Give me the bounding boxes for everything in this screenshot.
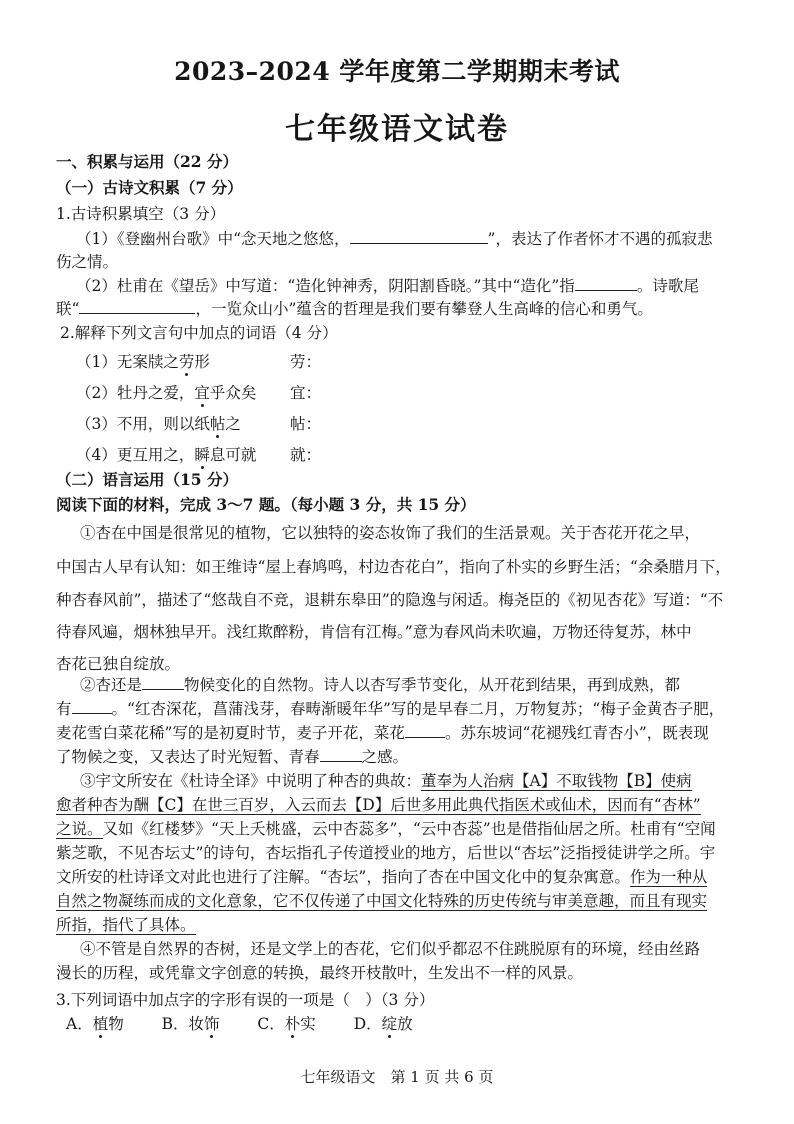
q2-item: （1）无案牍之劳形 劳：: [76, 353, 322, 371]
subsection-heading: （一）古诗文积累（7 分）: [56, 178, 243, 197]
q2-item: （3）不用，则以纸帖之 帖：: [76, 415, 322, 433]
paragraph-line: ③宇文所安在《杜诗全译》中说明了种杏的典故：董奉为人治病【A】不取钱物【B】使病: [80, 772, 692, 790]
q2-item: （4）更互用之，瞬息可就 就：: [76, 446, 322, 464]
paragraph-line: 有 。“红杏深花，菖蒲浅芽，春畴渐暖年华”写的是早春二月，万物复苏；“梅子金黄杏子肥，: [56, 700, 725, 718]
subsection-heading: （二）语言运用（15 分）: [56, 470, 238, 489]
answer-blank[interactable]: [320, 747, 362, 762]
option-a[interactable]: A．植物: [66, 1015, 124, 1033]
option-d[interactable]: D．绽放: [353, 1015, 413, 1033]
paragraph-line: ②杏还是 物候变化的自然物。诗人以杏写季节变化，从开花到结果，再到成熟，都: [80, 676, 681, 694]
answer-blank[interactable]: [79, 299, 195, 314]
option-c[interactable]: C．朴实: [257, 1015, 316, 1033]
paragraph-line: 之说。又如《红楼梦》“天上夭桃盛，云中杏蕊多”，“云中杏蕊”也是借指仙居之所。杜甫有“空闻: [56, 820, 716, 838]
paragraph-line: [56, 915, 196, 935]
question-3-options: [66, 1014, 413, 1034]
question-1-title: 1.古诗积累填空（3 分）: [56, 205, 226, 223]
option-b[interactable]: B．妆饰: [161, 1015, 220, 1033]
paragraph-line: ①杏在中国是很常见的植物，它以独特的姿态妆饰了我们的生活景观。关于杏花开花之早，: [80, 524, 701, 542]
underlined-passage: 董奉为人治病【A】不取钱物【B】使病: [421, 772, 692, 790]
reading-instruction: 阅读下面的材料，完成 3～7 题。（每小题 3 分，共 15 分）: [56, 495, 476, 514]
underlined-passage: 之说。: [56, 820, 103, 838]
answer-blank[interactable]: [142, 675, 184, 690]
q2-item: （2）牡丹之爱，宜乎众矣 宜：: [76, 384, 322, 402]
paragraph-line: 麦花雪白菜花稀”写的是初夏时节，麦子开花，菜花 。苏东坡词“花褪残红青杏小”，既表现: [56, 724, 709, 742]
paragraph-line: 文所安的杜诗译文对此也进行了注解。“杏坛”，指向了杏在中国文化中的复杂寓意。作为一种从: [56, 868, 708, 886]
paragraph-line: 紫芝歌，不见杏坛丈”的诗句，杏坛指孔子传道授业的地方，后世以“杏坛”泛指授徒讲学之所。宇: [56, 844, 716, 862]
paragraph-line: [56, 891, 707, 911]
question-3-title: 3.下列词语中加点字的字形有误的一项是（ ）（3 分）: [56, 991, 435, 1009]
answer-blank[interactable]: [575, 276, 637, 291]
paragraph-line: 种杏春风前”，描述了“悠哉自不竞，退耕东皋田”的隐逸与闲适。梅尧臣的《初见杏花》写道：“不: [56, 591, 724, 609]
answer-blank[interactable]: [405, 723, 445, 738]
underlined-passage: 愈者种杏为酬【C】在世三百岁，入云而去【D】后世多用此典代指医术或仙术，因而有“杏林”: [56, 796, 701, 814]
exam-subtitle: 七年级语文试卷: [285, 112, 509, 147]
paragraph-line: 中国古人早有认知：如王维诗“屋上春鸠鸣，村边杏花白”，指向了朴实的乡野生活；“余桑腊月下，: [56, 558, 731, 576]
paragraph-line: [56, 795, 701, 815]
exam-title: 2023–2024 学年度第二学期期末考试: [174, 57, 620, 86]
underlined-passage: 所指，指代了具体。: [56, 916, 196, 934]
page-footer: 七年级语文 第 1 页 共 6 页: [300, 1068, 494, 1086]
underlined-passage: 自然之物凝练而成的文化意象，它不仅传递了中国文化特殊的历史传统与审美意趣，而且有现实: [56, 892, 708, 910]
answer-blank[interactable]: [72, 699, 112, 714]
section-heading: 一、积累与运用（22 分）: [56, 152, 238, 171]
underlined-passage: 作为一种从: [629, 868, 708, 886]
question-1-part-2: （2）杜甫在《望岳》中写道：“造化钟神秀，阴阳割昏晓。”其中“造化”指 。诗歌尾: [76, 277, 699, 295]
answer-blank[interactable]: [350, 229, 488, 244]
paragraph-line: 漫长的历程，或凭靠文字创意的转换，最终开枝散叶，生发出不一样的风景。: [56, 964, 584, 982]
question-1-part-2-cont: 联“ ，一览众山小”蕴含的哲理是我们要有攀登人生高峰的信心和勇气。: [56, 300, 653, 318]
question-1-part-1-cont: 伤之情。: [56, 253, 119, 271]
paragraph-line: 杏花已独自绽放。: [56, 655, 181, 673]
paragraph-line: 待春风遍，烟林独早开。浅红欺醉粉，肯信有江梅。”意为春风尚未吹遍，万物还待复苏，林中: [56, 623, 692, 641]
question-2-title: 2.解释下列文言句中加点的词语（4 分）: [60, 324, 338, 342]
paragraph-line: 了物候之变，又表达了时光短暂、青春 之感。: [56, 748, 409, 766]
paragraph-line: ④不管是自然界的杏树，还是文学上的杏花，它们似乎都忍不住跳脱原有的环境，经由丝路: [80, 940, 701, 958]
question-1-part-1: （1）《登幽州台歌》中“念天地之悠悠， ”，表达了作者怀才不遇的孤寂悲: [76, 230, 713, 248]
